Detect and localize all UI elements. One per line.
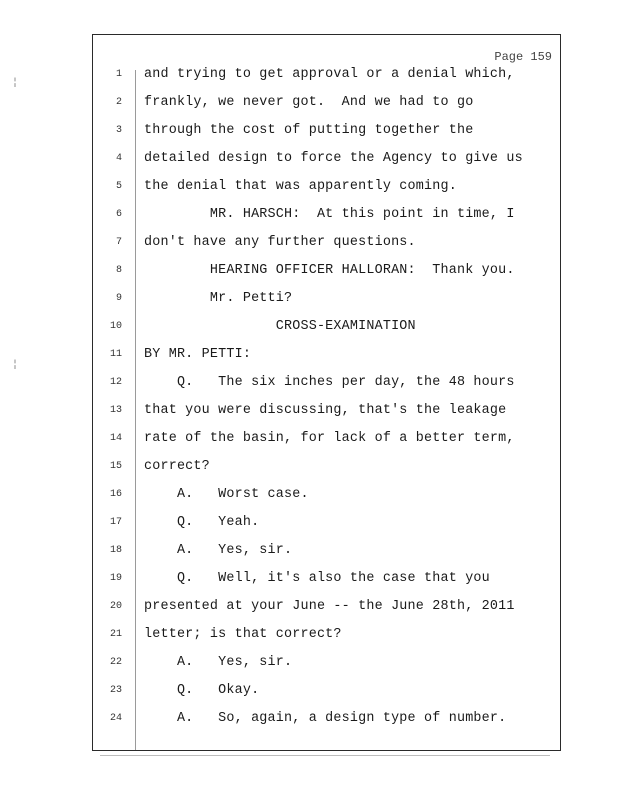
line-number: 16: [109, 489, 122, 500]
transcript-line: [0, 543, 618, 571]
line-number: 20: [109, 601, 122, 612]
line-number: 10: [109, 321, 122, 332]
line-number: 8: [115, 265, 122, 276]
line-number: 4: [115, 153, 122, 164]
transcript-line: [0, 711, 618, 739]
transcript-line: [0, 459, 618, 487]
line-number: 17: [109, 517, 122, 528]
line-text: the denial that was apparently coming.: [144, 179, 457, 194]
line-text: detailed design to force the Agency to give us: [144, 151, 523, 166]
transcript-line: [0, 599, 618, 627]
line-text: MR. HARSCH: At this point in time, I: [144, 207, 515, 222]
transcript-line: [0, 235, 618, 263]
line-text: letter; is that correct?: [144, 627, 342, 642]
line-text: Q. The six inches per day, the 48 hours: [144, 375, 515, 390]
line-number: 18: [109, 545, 122, 556]
line-number: 6: [115, 209, 122, 220]
line-text: correct?: [144, 459, 210, 474]
line-text: CROSS-EXAMINATION: [144, 319, 416, 334]
transcript-line: [0, 207, 618, 235]
line-number: 11: [109, 349, 122, 360]
line-text: A. Yes, sir.: [144, 543, 293, 558]
line-text: HEARING OFFICER HALLORAN: Thank you.: [144, 263, 515, 278]
line-number: 3: [115, 125, 122, 136]
line-text: Q. Yeah.: [144, 515, 260, 530]
line-text: and trying to get approval or a denial which,: [144, 67, 515, 82]
line-number: 7: [115, 237, 122, 248]
line-number: 12: [109, 377, 122, 388]
line-number: 2: [115, 97, 122, 108]
transcript-line: [0, 627, 618, 655]
line-number: 19: [109, 573, 122, 584]
transcript-line: [0, 179, 618, 207]
line-text: Mr. Petti?: [144, 291, 293, 306]
line-number: 13: [109, 405, 122, 416]
line-text: frankly, we never got. And we had to go: [144, 95, 474, 110]
transcript-line: [0, 571, 618, 599]
transcript-line: [0, 683, 618, 711]
transcript-line: [0, 319, 618, 347]
transcript-line: [0, 487, 618, 515]
line-text: presented at your June -- the June 28th, 2011: [144, 599, 515, 614]
transcript-line: [0, 403, 618, 431]
transcript-line: [0, 655, 618, 683]
line-text: rate of the basin, for lack of a better term,: [144, 431, 515, 446]
line-text: Q. Well, it's also the case that you: [144, 571, 490, 586]
transcript-line: [0, 123, 618, 151]
transcript-line: [0, 263, 618, 291]
line-number: 22: [109, 657, 122, 668]
line-text: A. Worst case.: [144, 487, 309, 502]
line-number: 9: [115, 293, 122, 304]
line-text: BY MR. PETTI:: [144, 347, 252, 362]
scan-mark-middle: ¦: [12, 360, 19, 371]
bottom-scan-artifact: [100, 755, 550, 756]
transcript-line: [0, 431, 618, 459]
transcript-line: [0, 95, 618, 123]
line-text: don't have any further questions.: [144, 235, 416, 250]
transcript-line: [0, 347, 618, 375]
transcript-line: [0, 515, 618, 543]
transcript-line: [0, 291, 618, 319]
line-text: through the cost of putting together the: [144, 123, 474, 138]
line-number: 5: [115, 181, 122, 192]
page-number-label: Page 159: [494, 50, 552, 64]
line-number: 1: [115, 69, 122, 80]
line-text: A. Yes, sir.: [144, 655, 293, 670]
scan-mark-top: ¦: [12, 78, 19, 89]
line-number: 14: [109, 433, 122, 444]
transcript-line: [0, 67, 618, 95]
line-number: 23: [109, 685, 122, 696]
line-text: Q. Okay.: [144, 683, 260, 698]
line-text: A. So, again, a design type of number.: [144, 711, 507, 726]
transcript-line: [0, 375, 618, 403]
line-number: 15: [109, 461, 122, 472]
transcript-line: [0, 151, 618, 179]
line-number: 24: [109, 713, 122, 724]
line-number: 21: [109, 629, 122, 640]
line-text: that you were discussing, that's the leakage: [144, 403, 507, 418]
